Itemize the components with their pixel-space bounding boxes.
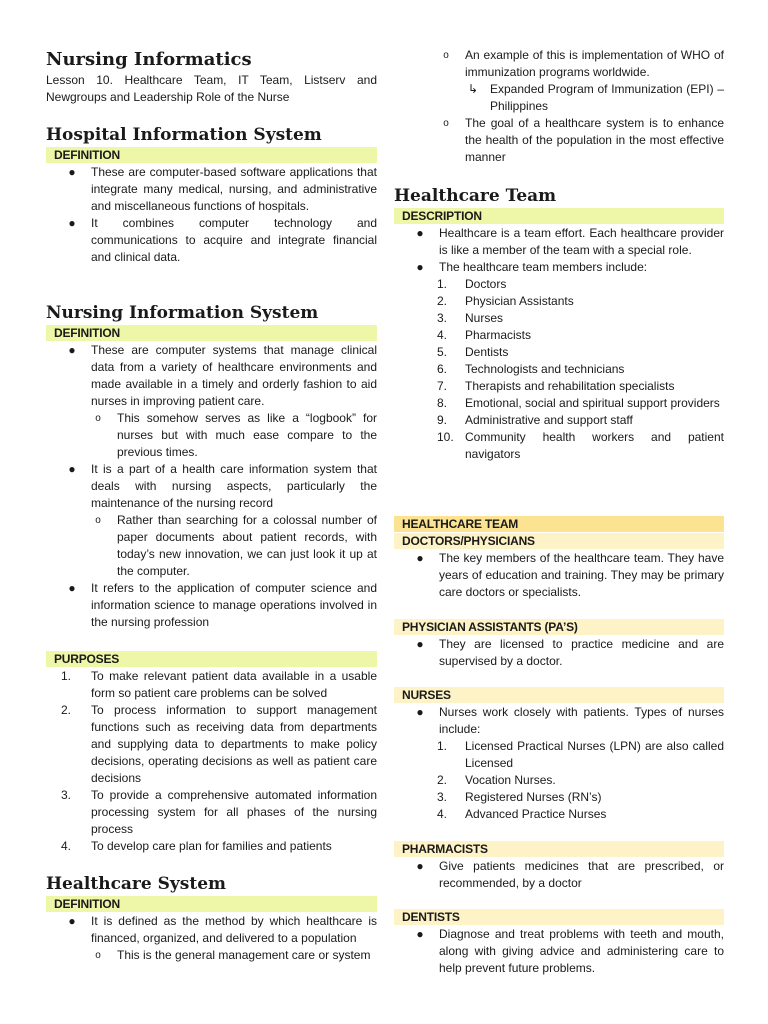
list-item: 4. Advanced Practice Nurses xyxy=(437,807,607,821)
document-title: Nursing Informatics xyxy=(46,49,252,70)
label-definition-nis: DEFINITION xyxy=(46,325,377,341)
list-item: ↳ Expanded Program of Immunization (EPI) – Philippines xyxy=(467,82,724,113)
list-item: o Rather than searching for a colossal number of paper documents about patient records, with today’s new innovation, we can just look it up at the computer. xyxy=(46,512,377,580)
arrow-bullet-icon: ↳ xyxy=(467,82,479,96)
list-item: ● Healthcare is a team effort. Each healthcare provider is like a member of the team with a special role. xyxy=(394,225,724,259)
lesson-subtitle: Lesson 10. Healthcare Team, IT Team, Listserv and Newgroups and Leadership Role of the Nurse xyxy=(46,73,377,104)
list-item: 3. Nurses xyxy=(437,311,504,325)
list-item: 10. Community health workers and patient navigators xyxy=(437,430,724,461)
list-item: 7. Therapists and rehabilitation specialists xyxy=(437,379,675,393)
list-item: ● Nurses work closely with patients. Types of nurses include: xyxy=(394,704,724,738)
list-item: 1. Licensed Practical Nurses (LPN) are also called Licensed xyxy=(437,739,724,770)
list-item: 5. Dentists xyxy=(437,345,509,359)
bullet-icon: ● xyxy=(416,637,424,651)
team-description-list xyxy=(394,225,724,463)
list-item: ● Diagnose and treat problems with teeth and mouth, along with giving advice and administering care to help prevent future problems. xyxy=(394,926,724,977)
list-item: ● The healthcare team members include: xyxy=(394,259,724,276)
circle-bullet-icon: o xyxy=(443,50,449,61)
list-item: 1. To make relevant patient data available in a usable form so patient care problems can be solved xyxy=(61,669,377,700)
label-definition-hs: DEFINITION xyxy=(46,896,377,912)
list-item: 1. Doctors xyxy=(437,277,507,291)
pharmacists-list xyxy=(394,858,724,892)
list-item: ● Give patients medicines that are prescribed, or recommended, by a doctor xyxy=(394,858,724,892)
list-item: 3. To provide a comprehensive automated information processing system for all phases of the nursing process xyxy=(61,788,377,836)
label-description: DESCRIPTION xyxy=(394,208,724,224)
list-item: 4. Pharmacists xyxy=(437,328,532,342)
bullet-icon: ● xyxy=(68,216,76,230)
list-item: 6. Technologists and technicians xyxy=(437,362,625,376)
heading-healthcare-system: Healthcare System xyxy=(46,874,227,894)
list-item: 2. Vocation Nurses. xyxy=(437,773,556,787)
list-item: ● These are computer systems that manage clinical data from a variety of healthcare environments and made available in a timely and orderly fashion to aid nurses in improving patient care. xyxy=(46,342,377,410)
bullet-icon: ● xyxy=(68,914,76,928)
list-item: ● The key members of the healthcare team. They have years of education and training. They may be primary care doctors or specialists. xyxy=(394,550,724,601)
list-item: o An example of this is implementation of WHO of immunization programs worldwide. xyxy=(394,47,724,81)
healthcare-system-continued xyxy=(394,47,724,166)
nurses-list xyxy=(394,704,724,823)
list-item: o The goal of a healthcare system is to enhance the health of the population in the most effective manner xyxy=(394,115,724,166)
his-definition-list xyxy=(46,164,377,266)
label-nurses: NURSES xyxy=(394,687,724,703)
label-doctors: DOCTORS/PHYSICIANS xyxy=(394,533,724,549)
doctors-list xyxy=(394,550,724,601)
label-dentists: DENTISTS xyxy=(394,909,724,925)
list-item: o This is the general management care or system xyxy=(46,947,377,964)
list-item: ● It is a part of a health care information system that deals with nursing aspects, particularly the maintenance of the nursing record xyxy=(46,461,377,512)
list-item: o This somehow serves as like a “logbook” for nurses but with much ease compare to the previous times. xyxy=(46,410,377,461)
list-item: 4. To develop care plan for families and patients xyxy=(61,839,332,853)
bullet-icon: ● xyxy=(416,260,424,274)
circle-bullet-icon: o xyxy=(95,950,101,961)
bullet-icon: ● xyxy=(68,165,76,179)
nis-definition-list xyxy=(46,342,377,631)
heading-healthcare-team: Healthcare Team xyxy=(394,186,557,206)
list-item: ● It combines computer technology and communications to acquire and integrate financial and clinical data. xyxy=(46,215,377,266)
label-definition-his: DEFINITION xyxy=(46,147,377,163)
bullet-icon: ● xyxy=(416,226,424,240)
bullet-icon: ● xyxy=(416,927,424,941)
list-item: 8. Emotional, social and spiritual support providers xyxy=(437,396,720,410)
bullet-icon: ● xyxy=(68,581,76,595)
bullet-icon: ● xyxy=(416,551,424,565)
list-item: ● They are licensed to practice medicine and are supervised by a doctor. xyxy=(394,636,724,670)
label-purposes: PURPOSES xyxy=(46,651,377,667)
dentists-list xyxy=(394,926,724,977)
list-item: 2. To process information to support management functions such as receiving data from departments and supplying data to departments to make policy decisions, operating decisions as well as patient care decisions xyxy=(61,703,377,785)
list-item: 3. Registered Nurses (RN’s) xyxy=(437,790,602,804)
bullet-icon: ● xyxy=(416,859,424,873)
purposes-list xyxy=(46,668,377,855)
list-item: ● It is defined as the method by which healthcare is financed, organized, and delivered to a population xyxy=(46,913,377,947)
circle-bullet-icon: o xyxy=(95,413,101,424)
bullet-icon: ● xyxy=(68,343,76,357)
list-item: 2. Physician Assistants xyxy=(437,294,574,308)
list-item: 9. Administrative and support staff xyxy=(437,413,633,427)
list-item: ● It refers to the application of computer science and information science to manage operations involved in the nursing profession xyxy=(46,580,377,631)
label-physician-assistants: PHYSICIAN ASSISTANTS (PA’S) xyxy=(394,619,724,635)
hs-definition-list xyxy=(46,913,377,964)
heading-nursing-information-system: Nursing Information System xyxy=(46,303,319,323)
physician-assistants-list xyxy=(394,636,724,670)
circle-bullet-icon: o xyxy=(443,118,449,129)
list-item: ● These are computer-based software applications that integrate many medical, nursing, and administrative and miscellaneous functions of hospitals. xyxy=(46,164,377,215)
circle-bullet-icon: o xyxy=(95,515,101,526)
heading-hospital-information-system: Hospital Information System xyxy=(46,125,322,145)
bullet-icon: ● xyxy=(68,462,76,476)
label-healthcare-team: HEALTHCARE TEAM xyxy=(394,516,724,532)
label-pharmacists: PHARMACISTS xyxy=(394,841,724,857)
bullet-icon: ● xyxy=(416,705,424,719)
